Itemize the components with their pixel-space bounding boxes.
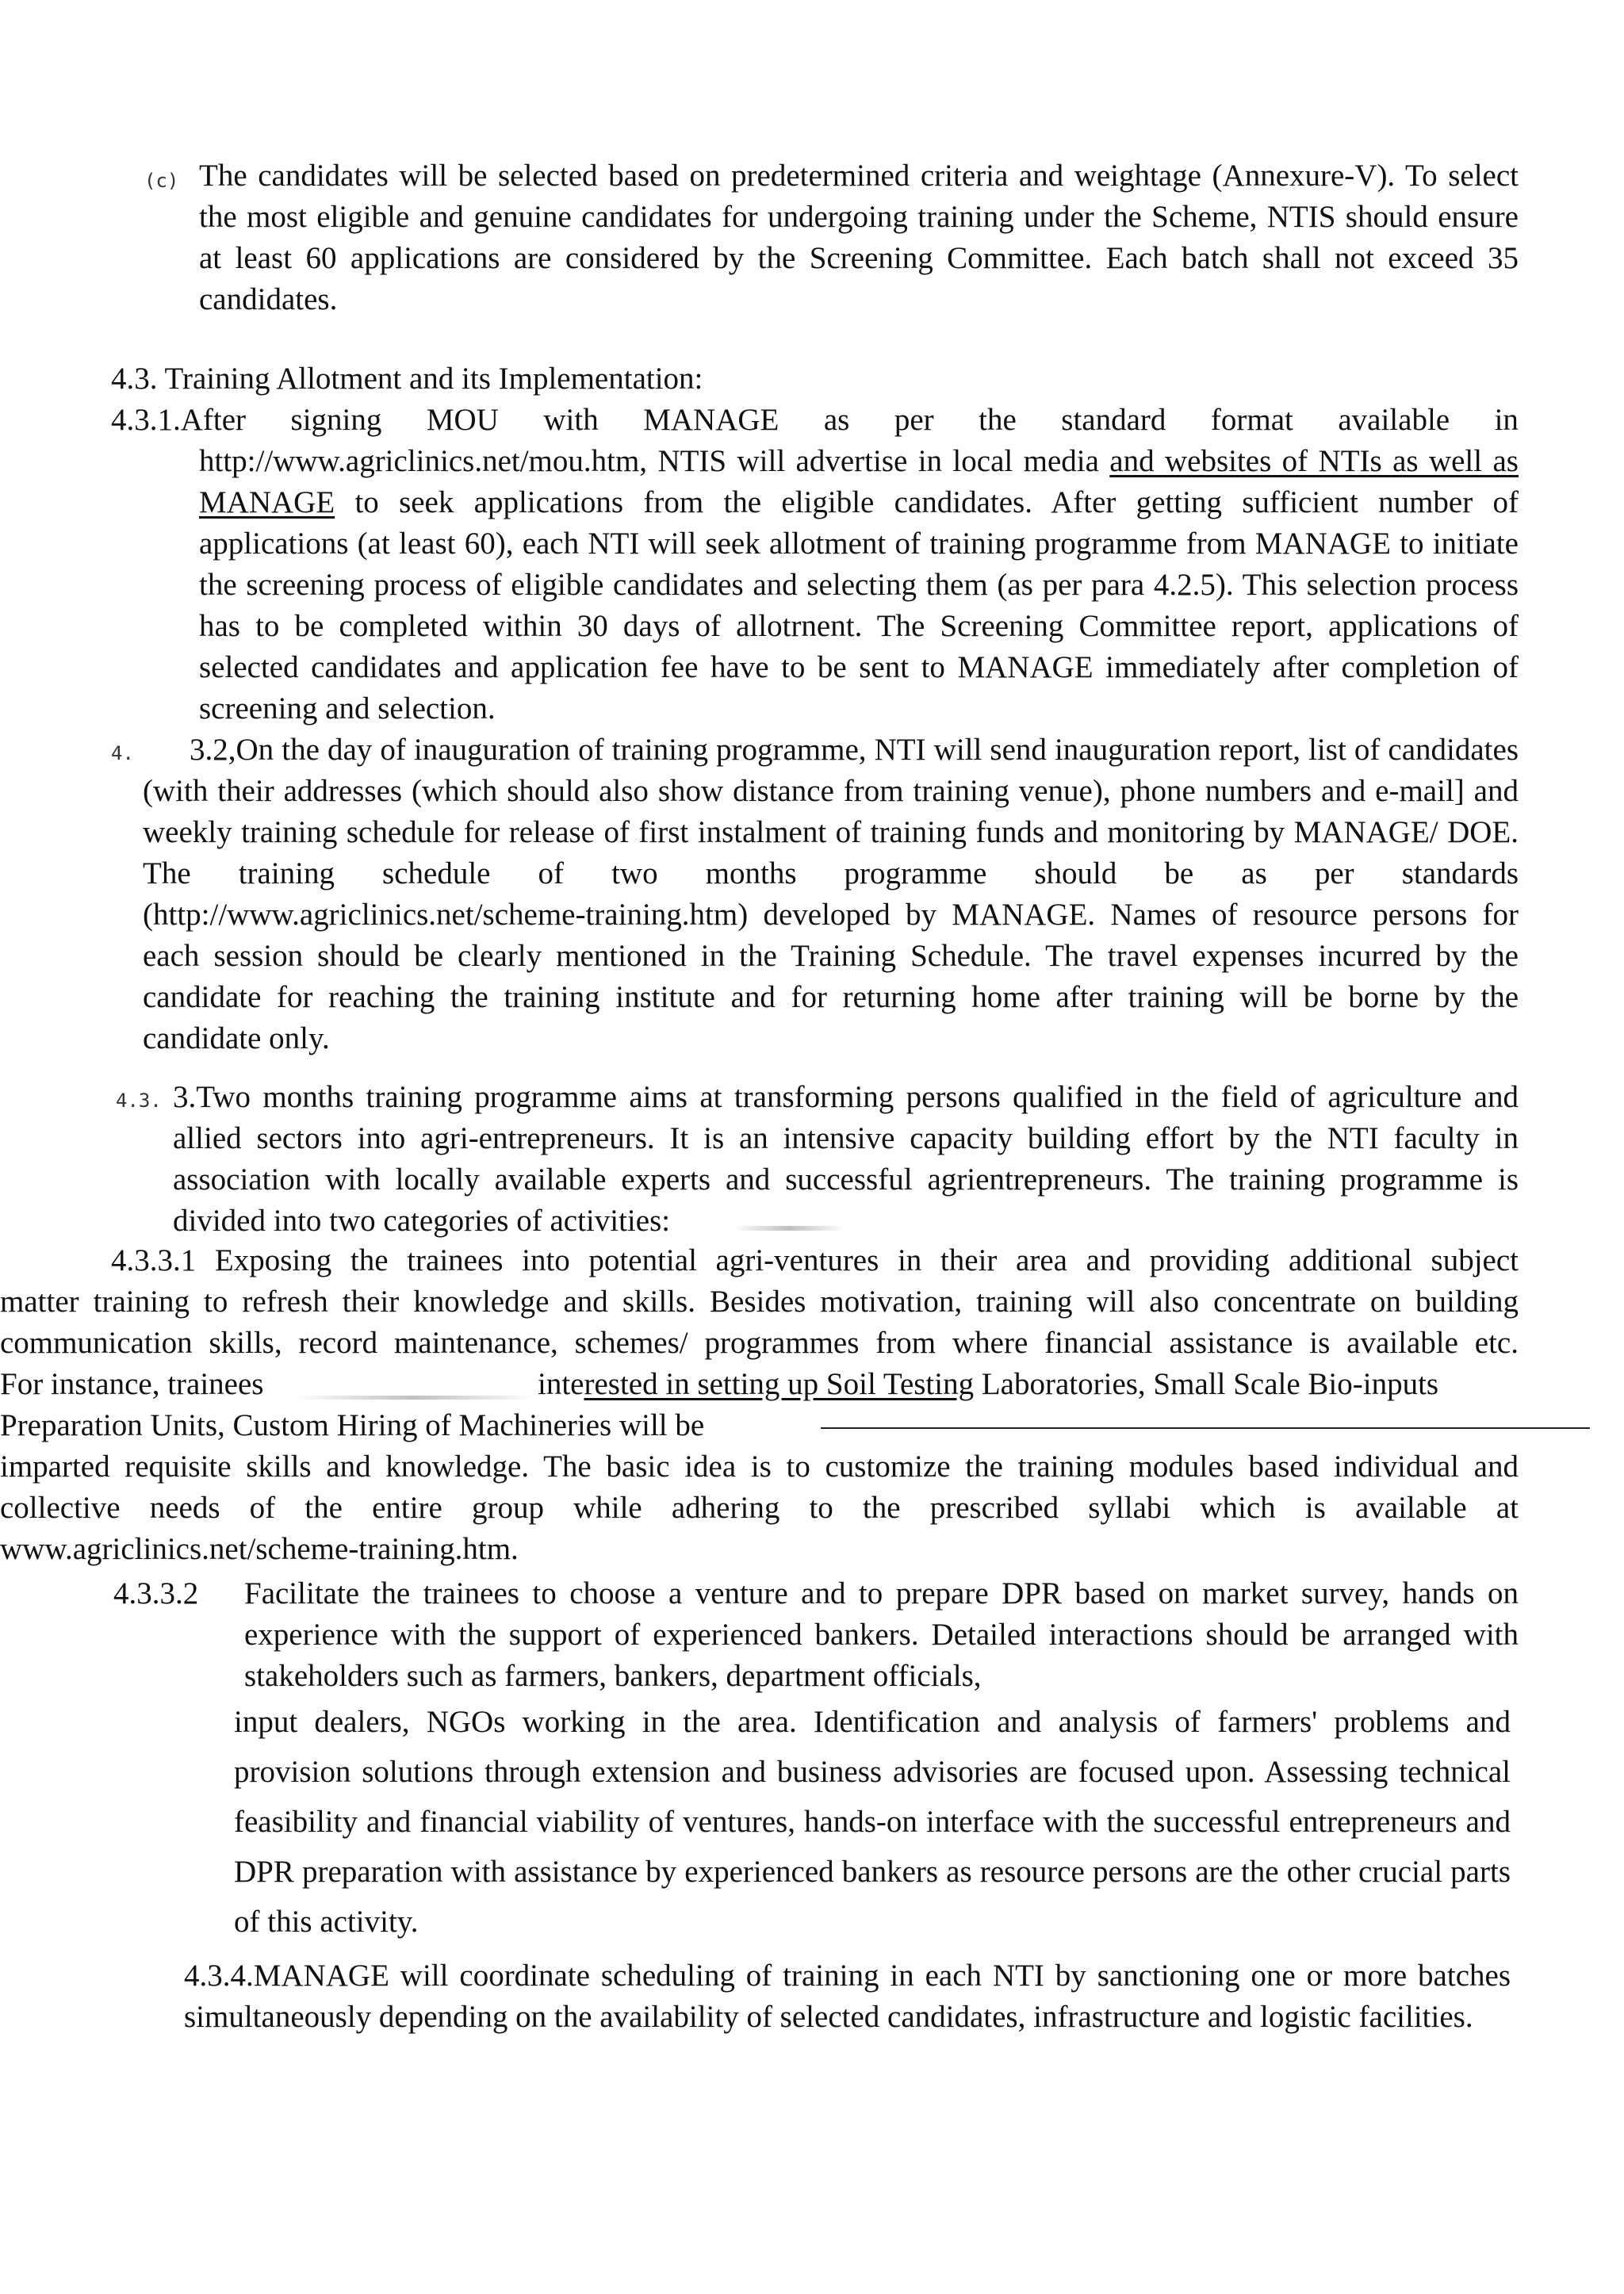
word: as — [823, 403, 850, 437]
para-4-3-3-1-line-5: Preparation Units, Custom Hiring of Machineries will be — [0, 1408, 705, 1442]
section-heading-4-3: 4.3. Training Allotment and its Implementation: — [111, 362, 703, 396]
para-4-3-3-1-line-8: www.agriclinics.net/scheme-training.htm. — [0, 1532, 519, 1566]
para-4-3-4 — [92, 1955, 1511, 2038]
para-4-3-4-label: 4.3.4. — [184, 1959, 254, 1993]
para-4-3-2-text: 3.2,On the day of inauguration of training programme, NTI will send inauguration report, list of candidates (with their addresses (which should also show distance from training venue), phone numbers and e-mail] and weekly training schedule for release of first instalment of training funds and monitoring by MANAGE/ DOE. The training schedule of two months programme should be as per standards (http://www.agriclinics.net/scheme-training.htm) developed by MANAGE. Names of resource persons for each session should be clearly mentioned in the Training Schedule. The travel expenses incurred by the candidate for reaching the training institute and for returning home after training will be borne by the candidate only. — [143, 733, 1519, 1055]
para-4-3-3-1-line-2: matter training to refresh their knowledge and skills. Besides motivation, training will also concentrate on building — [0, 1285, 1519, 1319]
para-4-3-2-label-text: 4. — [111, 742, 134, 764]
word: per — [894, 403, 934, 437]
para-4-3-3-1-line-4 — [0, 1364, 1519, 1405]
para-4-3-2 — [143, 730, 1519, 1059]
line-4-rest: interested in setting up Soil Testing Laboratories, Small Scale Bio-inputs — [538, 1367, 1439, 1401]
para-4-3-1-body — [199, 441, 1519, 730]
line-4-start: For instance, trainees — [0, 1367, 264, 1401]
para-4-3-3-2-part-b: input dealers, NGOs working in the area. Identification and analysis of farmers' problems and provision solutions through extension and business advisories are focused upon. Assessing technical feasibility and financial viability of ventures, hands-on interface with the successful entrepreneurs and DPR preparation with assistance by experienced bankers as resource persons are the other crucial parts of this activity. — [234, 1705, 1511, 1939]
para-4-3-3-1-line-6: imparted requisite skills and knowledge. The basic idea is to customize the training modules based individual and — [0, 1450, 1519, 1484]
word: format — [1210, 403, 1293, 437]
para-4-3-1-label-and-first-word: 4.3.1.After — [111, 403, 247, 437]
para-4-3-3-text: 3.Two months training programme aims at transforming persons qualified in the field of agriculture and allied sectors into agri-entrepreneurs. It is an intensive capacity building effort by the NTI faculty in association with locally available experts and successful agrientrepreneurs. The training programme is divided into two categories of activities: — [173, 1080, 1519, 1238]
word: MOU — [426, 403, 499, 437]
word: with — [543, 403, 599, 437]
word: signing — [290, 403, 382, 437]
horizontal-rule — [821, 1427, 1590, 1429]
para-4-3-1-text-b: to seek applications from the eligible candidates. After getting sufficient number of applications (at least 60), each NTI will seek allotment of training programme from MANAGE to initiate the screening process of eligible candidates and selecting them (as per para 4.2.5). This selection process has to be completed within 30 days of allotrnent. The Screening Committee report, applications of selected candidates and application fee have to be sent to MANAGE immediately after completion of screening and selection. — [199, 485, 1519, 726]
line-4-underlined: rested in setting up Soil Testing — [584, 1367, 975, 1401]
word: available — [1338, 403, 1450, 437]
para-c-label — [144, 157, 192, 201]
para-4-3-4-text: MANAGE will coordinate scheduling of training in each NTI by sanctioning one or more batches simultaneously depending on the availability of selected candidates, infrastructure and logistic facilities. — [184, 1959, 1511, 2034]
para-4-3-3-label — [116, 1077, 179, 1121]
para-4-3-4-body — [92, 1955, 1511, 2038]
para-4-3-1-first-line — [111, 400, 1519, 441]
para-4-3-3-1-line-7: collective needs of the entire group while adhering to the prescribed syllabi which is available at — [0, 1491, 1519, 1525]
para-4-3-3-1-line-1: 4.3.3.1 Exposing the trainees into potential agri-ventures in their area and providing additional subject — [111, 1243, 1519, 1277]
word: the — [979, 403, 1017, 437]
para-4-3-1-text-a: http://www.agriclinics.net/mou.htm, NTIS will advertise in local media — [199, 444, 1110, 478]
word: MANAGE — [643, 403, 779, 437]
para-4-3-3-2-part-a — [244, 1573, 1519, 1697]
para-4-3-3 — [173, 1077, 1519, 1242]
scan-smudge — [293, 1396, 535, 1400]
para-4-3-3-1-line-3: communication skills, record maintenance, schemes/ programmes from where financial assistance is available etc. — [0, 1326, 1519, 1360]
word: standard — [1061, 403, 1166, 437]
para-c: The candidates will be selected based on predetermined criteria and weightage (Annexure-V). To select the most eligible and genuine candidates for undergoing training under the Scheme, NTIS should ensure at least 60 applications are considered by the Screening Committee. Each batch shall not exceed 35 candidates. — [199, 159, 1519, 316]
word: in — [1494, 403, 1519, 437]
para-4-3-3-2-label: 4.3.3.2 — [113, 1576, 199, 1610]
para-4-3-3-2-text-a: Facilitate the trainees to choose a venture and to prepare DPR based on market survey, hands on experience with the support of experienced bankers. Detailed interactions should be arranged with stakeholders such as farmers, bankers, department officials, — [244, 1576, 1519, 1693]
para-c-label-text: (c) — [144, 170, 179, 192]
para-4-3-1-underlined-text: and websites of NTIs as well as MANAGE — [199, 444, 1519, 519]
scan-smudge — [733, 1226, 845, 1231]
para-4-3-2-label — [111, 730, 143, 774]
para-4-3-3-label-text: 4.3. — [116, 1090, 162, 1112]
